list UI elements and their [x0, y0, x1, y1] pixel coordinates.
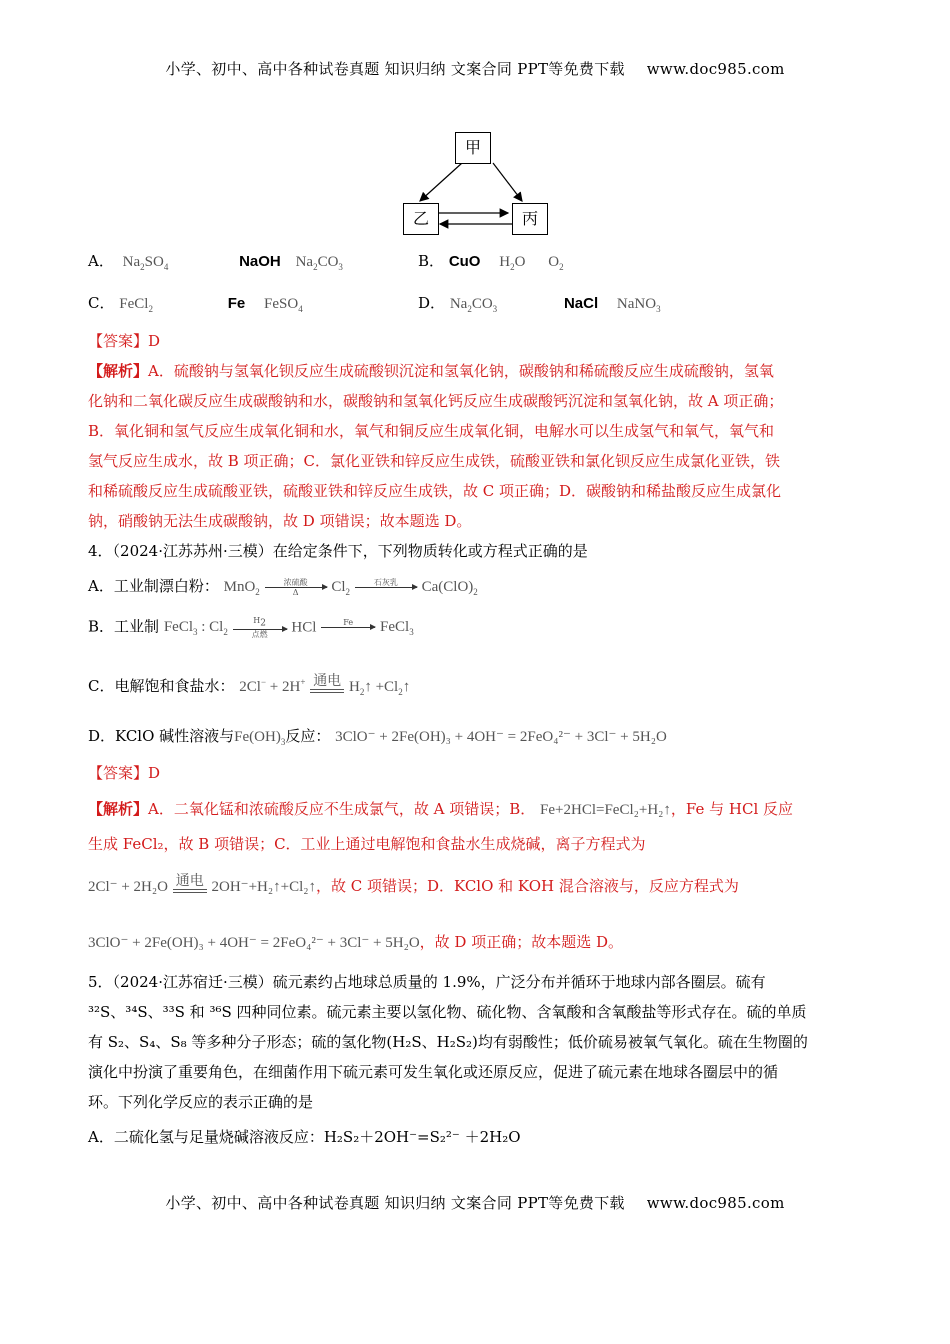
q4-analysis-line-3: 2Cl⁻ + 2H₂O 通电 2OH⁻+H₂↑+Cl₂↑，故 C 项错误；D．KClO 和 KOH 混合溶液与，反应方程式为 — [88, 873, 739, 895]
box-jia: 甲 — [455, 132, 491, 164]
footer-text: 小学、初中、高中各种试卷真题 知识归纳 文案合同 PPT等免费下载 — [165, 1194, 625, 1212]
q3-option-a[interactable]: A． $Na_2SO_4$ NaOH $Na_2CO_3$ — [88, 252, 343, 272]
footer-url[interactable]: www.doc985.com — [646, 1194, 785, 1212]
q3-option-d[interactable]: D． $Na_2CO_3$ NaCl NaNO$_3$ — [418, 294, 661, 314]
header-text: 小学、初中、高中各种试卷真题 知识归纳 文案合同 PPT等免费下载 — [165, 60, 625, 78]
q3-option-b[interactable]: B． CuO $H_2O$ $O_2$ — [418, 252, 564, 272]
q4-analysis-line-2: 生成 FeCl₂，故 B 项错误；C．工业上通过电解饱和食盐水生成烧碱，离子方程式为 — [88, 835, 646, 853]
q4-answer: 【答案】D — [88, 764, 161, 782]
q4-option-d[interactable]: D．KClO 碱性溶液与$Fe(OH)_3$反应： 3ClO⁻ + 2Fe(OH)₃ + 4OH⁻ = 2FeO₄²⁻ + 3Cl⁻ + 5H₂O — [88, 727, 667, 747]
q3-analysis-line-2: 化钠和二氧化碳反应生成碳酸钠和水，碳酸钠和氢氧化钙反应生成碳酸钙沉淀和氢氧化钠，故 A 项正确； — [88, 392, 784, 410]
box-bing: 丙 — [512, 203, 548, 235]
arrow-jia-yi — [420, 163, 462, 201]
q4-analysis-line-4: 3ClO⁻ + 2Fe(OH)₃ + 4OH⁻ = 2FeO₄²⁻ + 3Cl⁻ + 5H₂O，故 D 项正确；故本题选 D。 — [88, 933, 624, 951]
q4-option-b[interactable]: B．工业制 FeCl$_3$ : $Cl_2$ $H_2$ 点燃 HCl Fe FeCl$_3$ — [88, 616, 414, 639]
q5-stem-line-1: 5．（2024·江苏宿迁·三模）硫元素约占地球总质量的 1.9%，广泛分布并循环于地球内部各圈层。硫有 — [88, 973, 766, 991]
q4-option-a[interactable]: A．工业制漂白粉： MnO$_2$ 浓硫酸 Δ $Cl_2$ 石灰乳 $Ca(ClO)_2$ — [88, 577, 478, 597]
q4-analysis-line-1: 【解析】A．二氧化锰和浓硫酸反应不生成氯气，故 A 项错误；B． Fe+2HCl=FeCl₂+H₂↑，Fe 与 HCl 反应 — [88, 800, 794, 818]
q4-option-c[interactable]: C．电解饱和食盐水： 2Cl− + 2H+ 通电 $H_2↑$ $+Cl_2↑$ — [88, 673, 411, 697]
q4-stem: 4．（2024·江苏苏州·三模）在给定条件下，下列物质转化或方程式正确的是 — [88, 542, 588, 560]
arrow-jia-bing — [493, 163, 522, 201]
page-footer — [0, 1192, 950, 1213]
q5-stem-line-3: 有 S₂、S₄、S₈ 等多种分子形态；硫的氢化物(H₂S、H₂S₂)均有弱酸性；低价硫易被氧气氧化。硫在生物圈的 — [88, 1033, 808, 1051]
q5-stem-line-5: 环。下列化学反应的表示正确的是 — [88, 1093, 314, 1111]
page-header — [0, 58, 950, 79]
box-yi: 乙 — [403, 203, 439, 235]
header-url[interactable]: www.doc985.com — [646, 60, 785, 78]
q3-analysis-line-3: B．氧化铜和氢气反应生成氧化铜和水，氧气和铜反应生成氧化铜，电解水可以生成氢气和氧气，氧气和 — [88, 422, 775, 440]
q5-stem-line-2: ³²S、³⁴S、³³S 和 ³⁶S 四种同位素。硫元素主要以氢化物、硫化物、含氧酸和含氧酸盐等形式存在。硫的单质 — [88, 1003, 807, 1021]
q3-analysis-line-4: 氢气反应生成水，故 B 项正确；C．氯化亚铁和锌反应生成铁，硫酸亚铁和氯化钡反应生成氯化亚铁，铁 — [88, 452, 781, 470]
q3-answer: 【答案】D — [88, 332, 161, 350]
q3-option-c[interactable]: C． FeCl$_2$ Fe FeSO$_4$ — [88, 294, 303, 314]
q5-option-a[interactable]: A．二硫化氢与足量烧碱溶液反应：H₂S₂＋2OH⁻=S₂²⁻ ＋2H₂O — [88, 1128, 521, 1146]
q3-analysis-line-1: 【解析】A．硫酸钠与氢氧化钡反应生成硫酸钡沉淀和氢氧化钠，碳酸钠和稀硫酸反应生成硫酸钠，氢氧 — [88, 362, 774, 380]
q3-analysis-line-6: 钠，硝酸钠无法生成碳酸钠，故 D 项错误；故本题选 D。 — [88, 512, 472, 530]
q5-stem-line-4: 演化中扮演了重要角色，在细菌作用下硫元素可发生氧化或还原反应，促进了硫元素在地球各圈层中的循 — [88, 1063, 779, 1081]
q3-analysis-line-5: 和稀硫酸反应生成硫酸亚铁，硫酸亚铁和锌反应生成铁，故 C 项正确；D．碳酸钠和稀盐酸反应生成氯化 — [88, 482, 782, 500]
